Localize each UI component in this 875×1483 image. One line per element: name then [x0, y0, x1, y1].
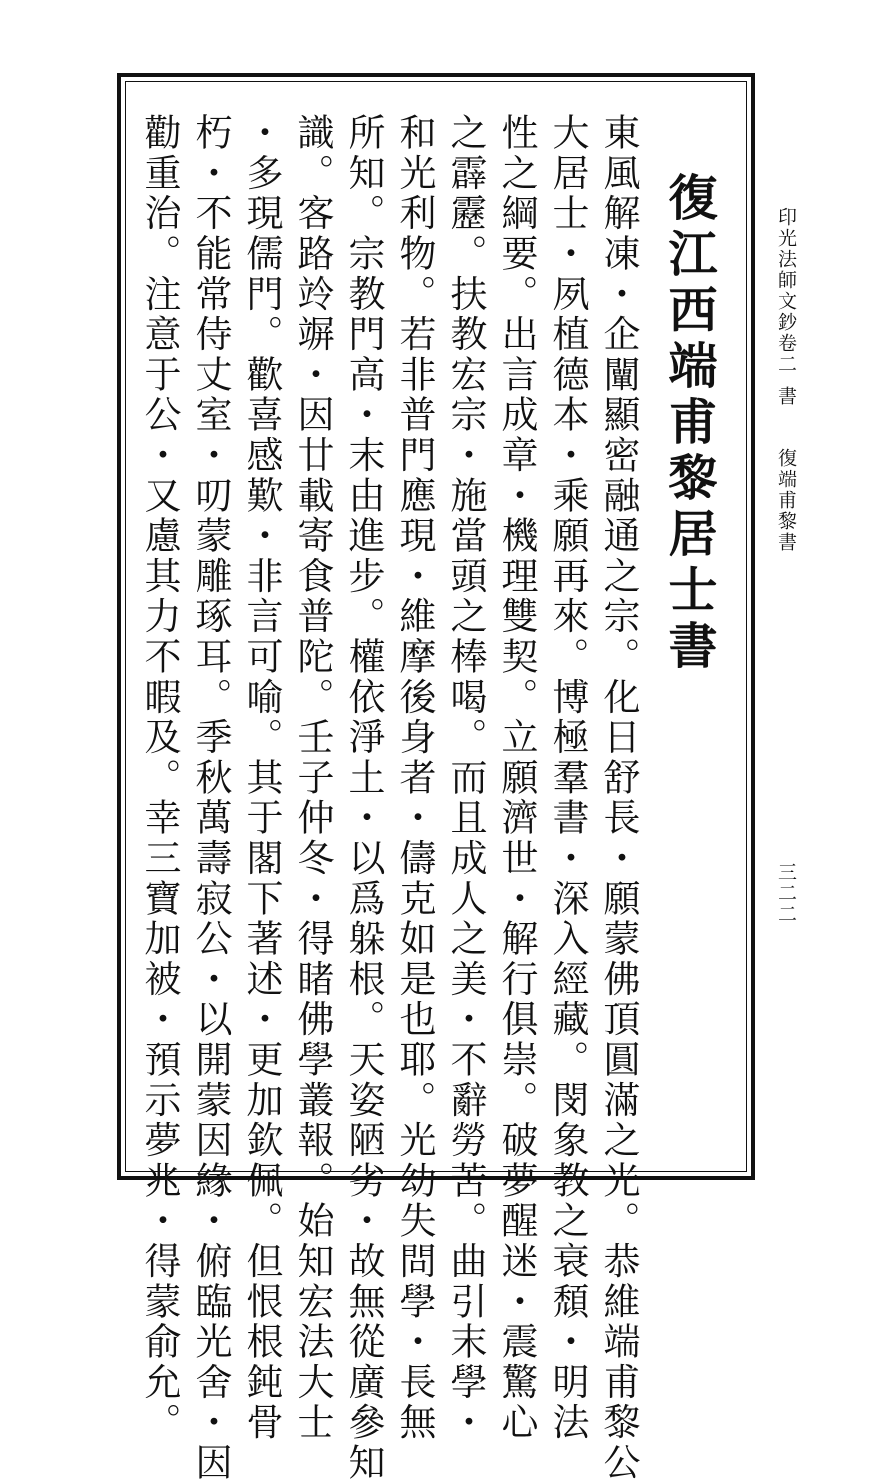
text-column-5: 和光利物。若非普門應現・維摩後身者・儔克如是也耶。光幼失問學・長無 [393, 113, 436, 1443]
page-number: 三二二 [775, 862, 797, 925]
text-column-9: 朽・不能常侍丈室・叨蒙雕琢耳。季秋萬壽寂公・以開蒙因緣・俯臨光舍・因 [189, 113, 232, 1483]
text-column-1: 東風解凍・企闡顯密融通之宗。化日舒長・願蒙佛頂圓滿之光。恭維端甫黎公 [597, 113, 640, 1483]
text-column-3: 性之綱要。出言成章・機理雙契。立願濟世・解行俱崇。破夢醒迷・震驚心 [495, 113, 538, 1443]
text-column-2: 大居士・夙植德本・乘願再來。博極羣書・深入經藏。閔象教之衰頹・明法 [546, 113, 589, 1443]
text-column-8: ・多現儒門。歡喜感歎・非言可喻。其于閣下著述・更加欽佩。但恨根鈍骨 [240, 113, 283, 1443]
text-column-6: 所知。宗教門高・末由進步。權依淨土・以爲躲根。天姿陋劣・故無從廣參知 [342, 113, 385, 1483]
text-column-4: 之霹靂。扶教宏宗・施當頭之棒喝。而且成人之美・不辭勞苦。曲引末學・ [444, 113, 487, 1443]
text-column-7: 識。客路竛竮・因廿載寄食普陀。壬子仲冬・得睹佛學叢報。始知宏法大士 [291, 113, 334, 1443]
letter-title: 復江西端甫黎居士書 [661, 172, 719, 676]
text-column-10: 勸重治。注意于公・又慮其力不暇及。幸三寶加被・預示夢兆・得蒙俞允。 [138, 113, 181, 1443]
running-header-book: 印光法師文鈔卷二 [775, 207, 797, 375]
running-header-letter-title: 復端甫黎書 [775, 448, 797, 553]
running-header-section: 書 [775, 386, 797, 407]
